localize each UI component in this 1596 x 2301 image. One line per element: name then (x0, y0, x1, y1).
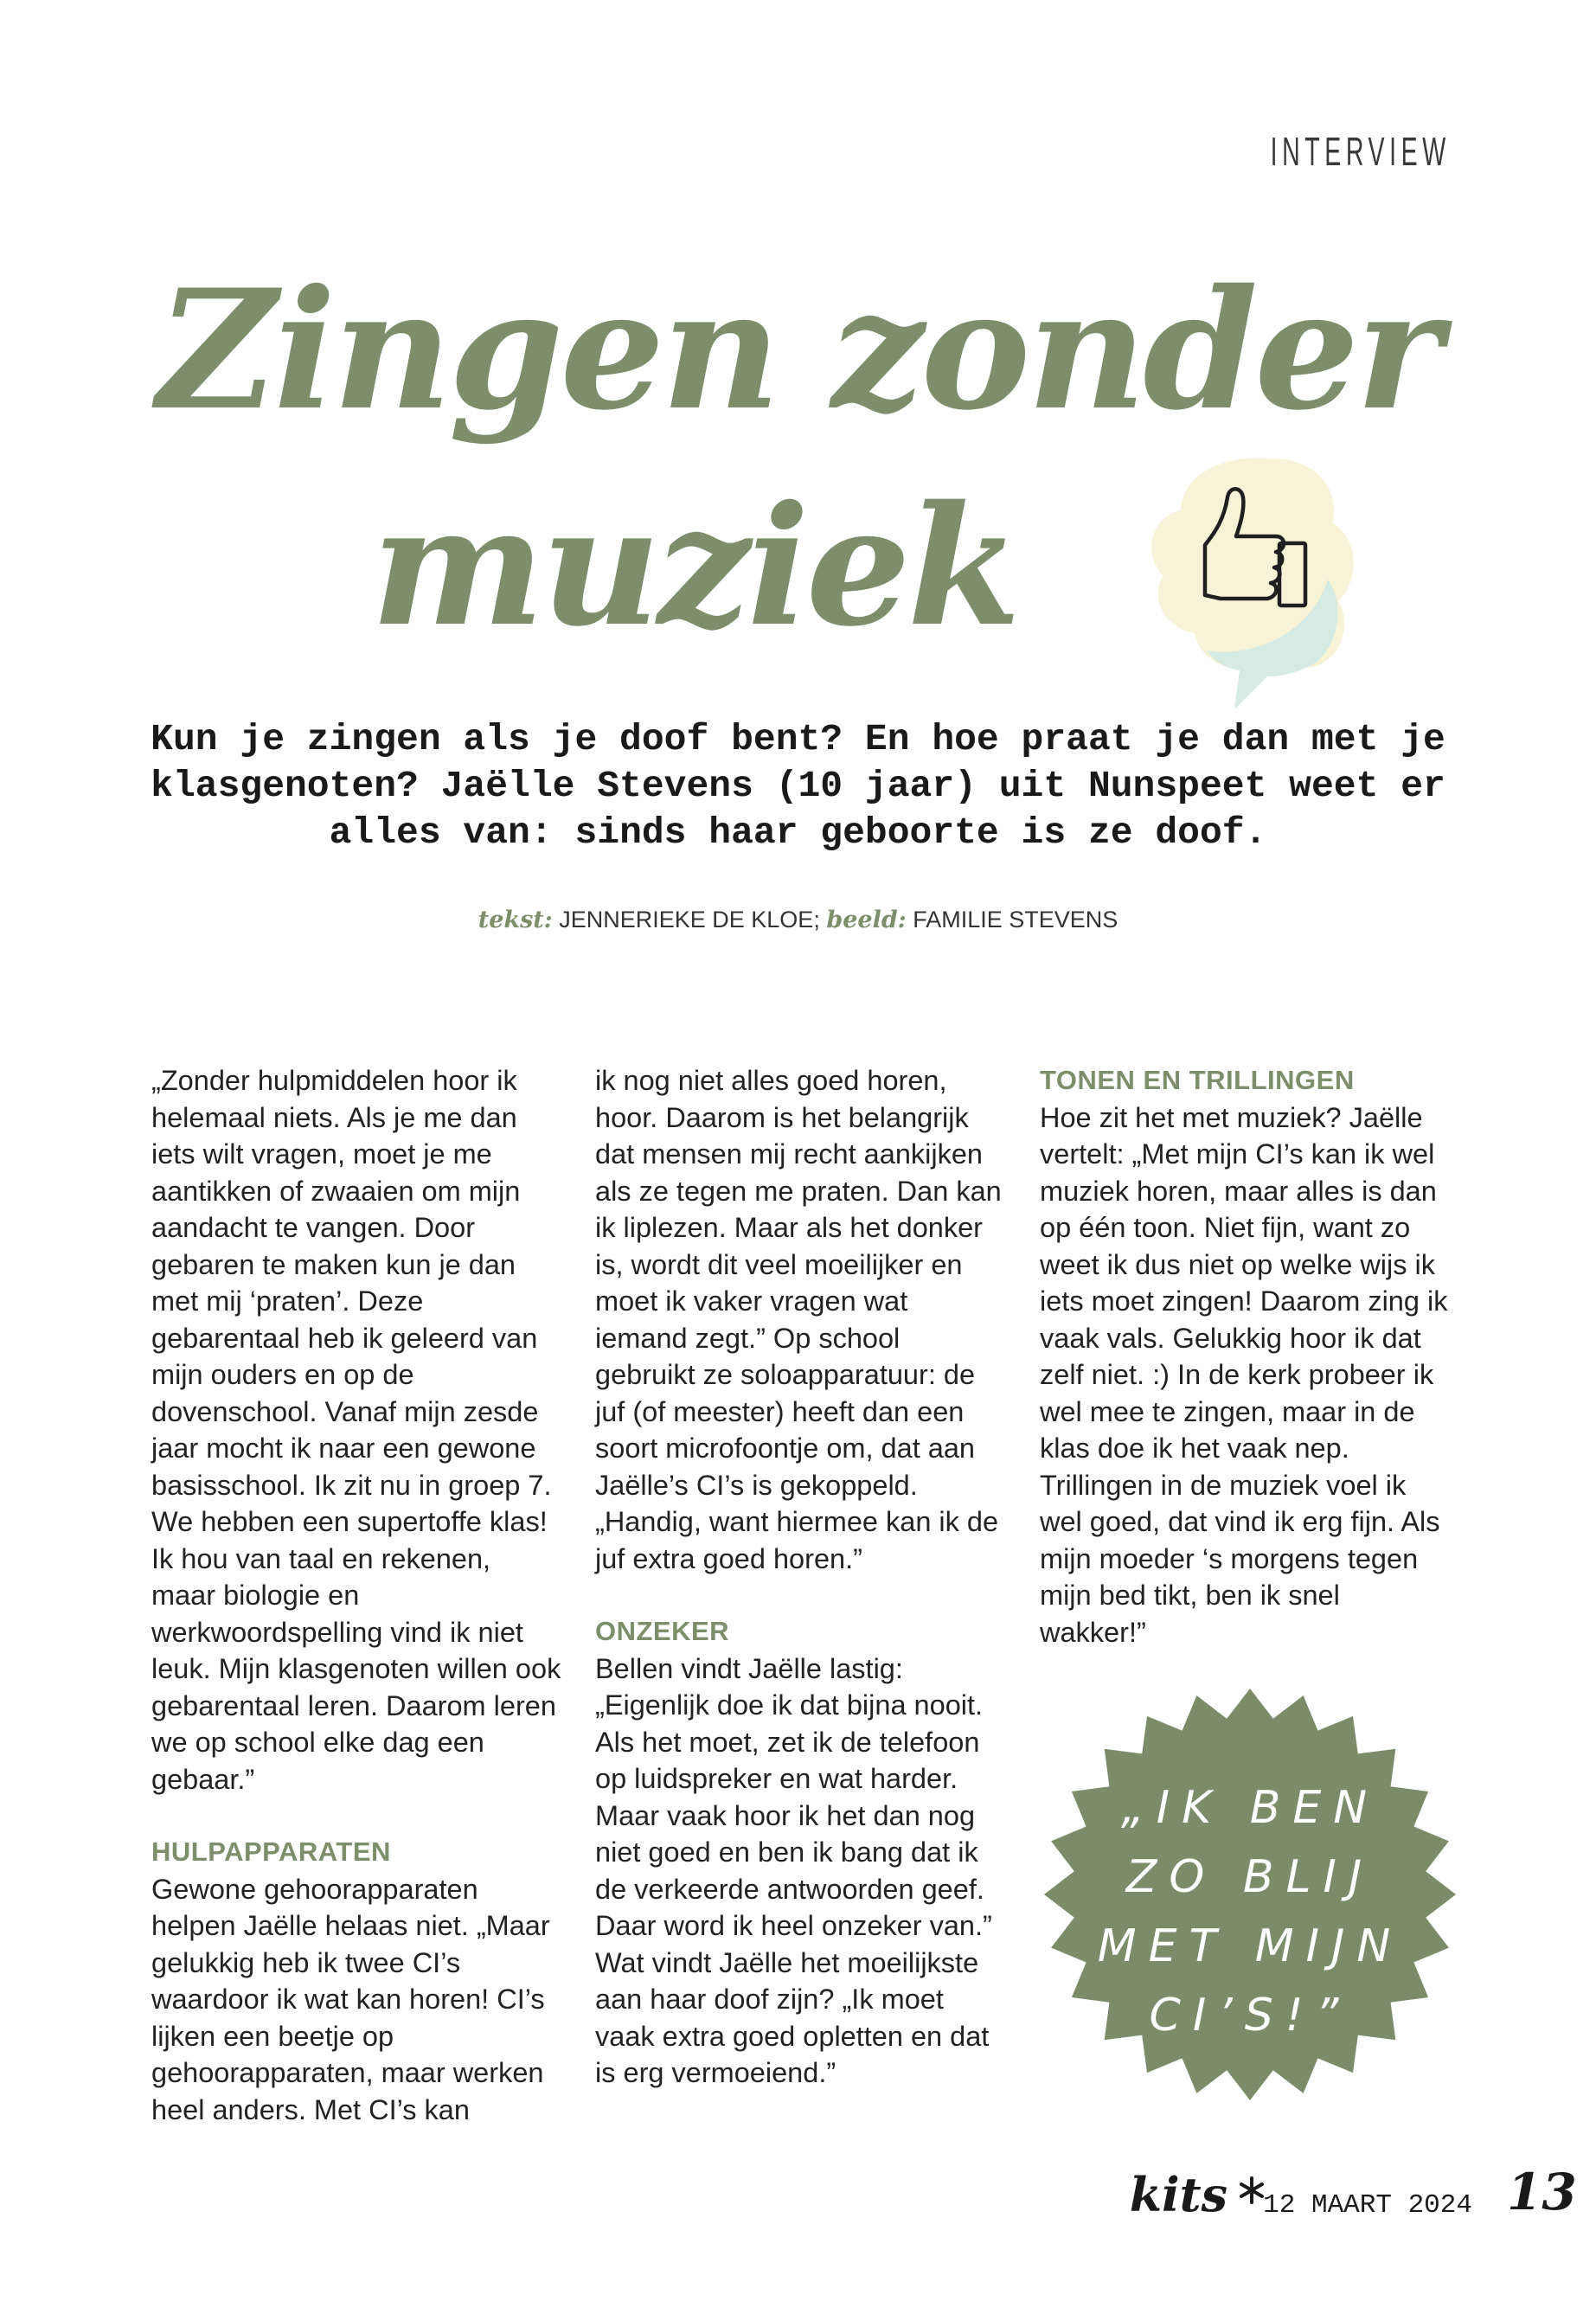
pull-quote-line4: CI’S!” (1149, 1990, 1351, 2041)
column3-heading: TONEN EN TRILLINGEN (1040, 1065, 1355, 1095)
intro-text: Kun je zingen als je doof bent? En hoe praat je dan met je klasgenoten? Jaëlle Stevens (10 jaar) uit Nunspeet weet er alles van: sinds haar geboorte is ze doof. (151, 718, 1445, 854)
pull-quote-line2: ZO BLIJ (1125, 1851, 1375, 1903)
column2-paragraph2: Bellen vindt Jaëlle lastig: „Eigenlijk doe ik dat bijna nooit. Als het moet, zet ik de telefoon op luidspreker en wat harder. Maar vaak hoor ik het dan nog niet goed en ben ik bang dat ik de verkeerde antwoorden geef. Daar word ik heel onzeker van.” Wat vindt Jaëlle het moeilijkste aan haar doof zijn? „Ik moet vaak extra goed opletten en dat is erg vermoeiend.” (595, 1652, 992, 2088)
article-title-line2: muziek (370, 470, 1018, 663)
article-title-line1: Zingen zonder (157, 253, 1439, 446)
credits (0, 907, 1596, 933)
pull-quote (1038, 1773, 1462, 2050)
credit-image-label: beeld: (826, 907, 907, 933)
column1-paragraph2: Gewone gehoorapparaten helpen Jaëlle helaas niet. „Maar gelukkig heb ik twee CI’s waardoor ik wat kan horen! CI’s lijken een beetje op gehoorapparaten, maar werken heel anders. Met CI’s kan (151, 1873, 550, 2125)
column1-heading: HULPAPPARATEN (151, 1836, 391, 1867)
article-column-1 (151, 1062, 562, 2128)
article-column-3 (1040, 1062, 1451, 1650)
article-column-2 (595, 1062, 1006, 2092)
pull-quote-line1: „IK BEN (1120, 1782, 1380, 1834)
thumbs-up-speech-bubble-icon (1138, 450, 1362, 718)
credit-text-label: tekst: (478, 907, 553, 933)
column3-paragraph1: Hoe zit het met muziek? Jaëlle vertelt: „Met mijn CI’s kan ik wel muziek horen, maar alles is dan op één toon. Niet fijn, want zo weet ik dus niet op welke wijs ik iets moet zingen! Daarom zing ik vaak vals. Gelukkig hoor ik dat zelf niet. :) In de kerk probeer ik wel mee te zingen, maar in de klas doe ik het vaak nep. Trillingen in de muziek voel ik wel goed, dat vind ik erg fijn. Als mijn moeder ‘s morgens tegen mijn bed tikt, ben ik snel wakker!” (1040, 1101, 1448, 1648)
page-number: 13 (1507, 2163, 1577, 2221)
issue-date: 12 MAART 2024 (1263, 2190, 1472, 2221)
column1-paragraph1: „Zonder hulpmiddelen hoor ik helemaal niets. Als je me dan iets wilt vragen, moet je me aantikken of zwaaien om mijn aandacht te vangen. Door gebaren te maken kun je dan met mij ‘praten’. Deze gebarentaal heb ik geleerd van mijn ouders en op de dovenschool. Vanaf mijn zesde jaar mocht ik naar een gewone basisschool. Ik zit nu in groep 7. We hebben een supertoffe klas! Ik hou van taal en rekenen, maar biologie en werkwoordspelling vind ik niet leuk. Mijn klasgenoten willen ook gebarentaal leren. Daarom leren we op school elke dag een gebaar.” (151, 1065, 561, 1795)
credit-image-name: FAMILIE STEVENS (913, 907, 1118, 933)
column2-heading: ONZEKER (595, 1616, 730, 1646)
section-label: INTERVIEW (1270, 129, 1451, 174)
credit-text-name: JENNERIEKE DE KLOE; (559, 907, 820, 933)
magazine-logo: kits (1129, 2167, 1227, 2222)
column2-paragraph1: ik nog niet alles goed horen, hoor. Daarom is het belangrijk dat mensen mij recht aankijken als ze tegen me praten. Dan kan ik liplezen. Maar als het donker is, wordt dit veel moeilijker en moet ik vaker vragen wat iemand zegt.” Op school gebruikt ze soloapparatuur: de juf (of meester) heeft dan een soort microfoontje om, dat aan Jaëlle’s CI’s is gekoppeld. „Handig, want hiermee kan ik de juf extra goed horen.” (595, 1065, 1002, 1574)
pull-quote-line3: MET MIJN (1097, 1920, 1403, 1972)
